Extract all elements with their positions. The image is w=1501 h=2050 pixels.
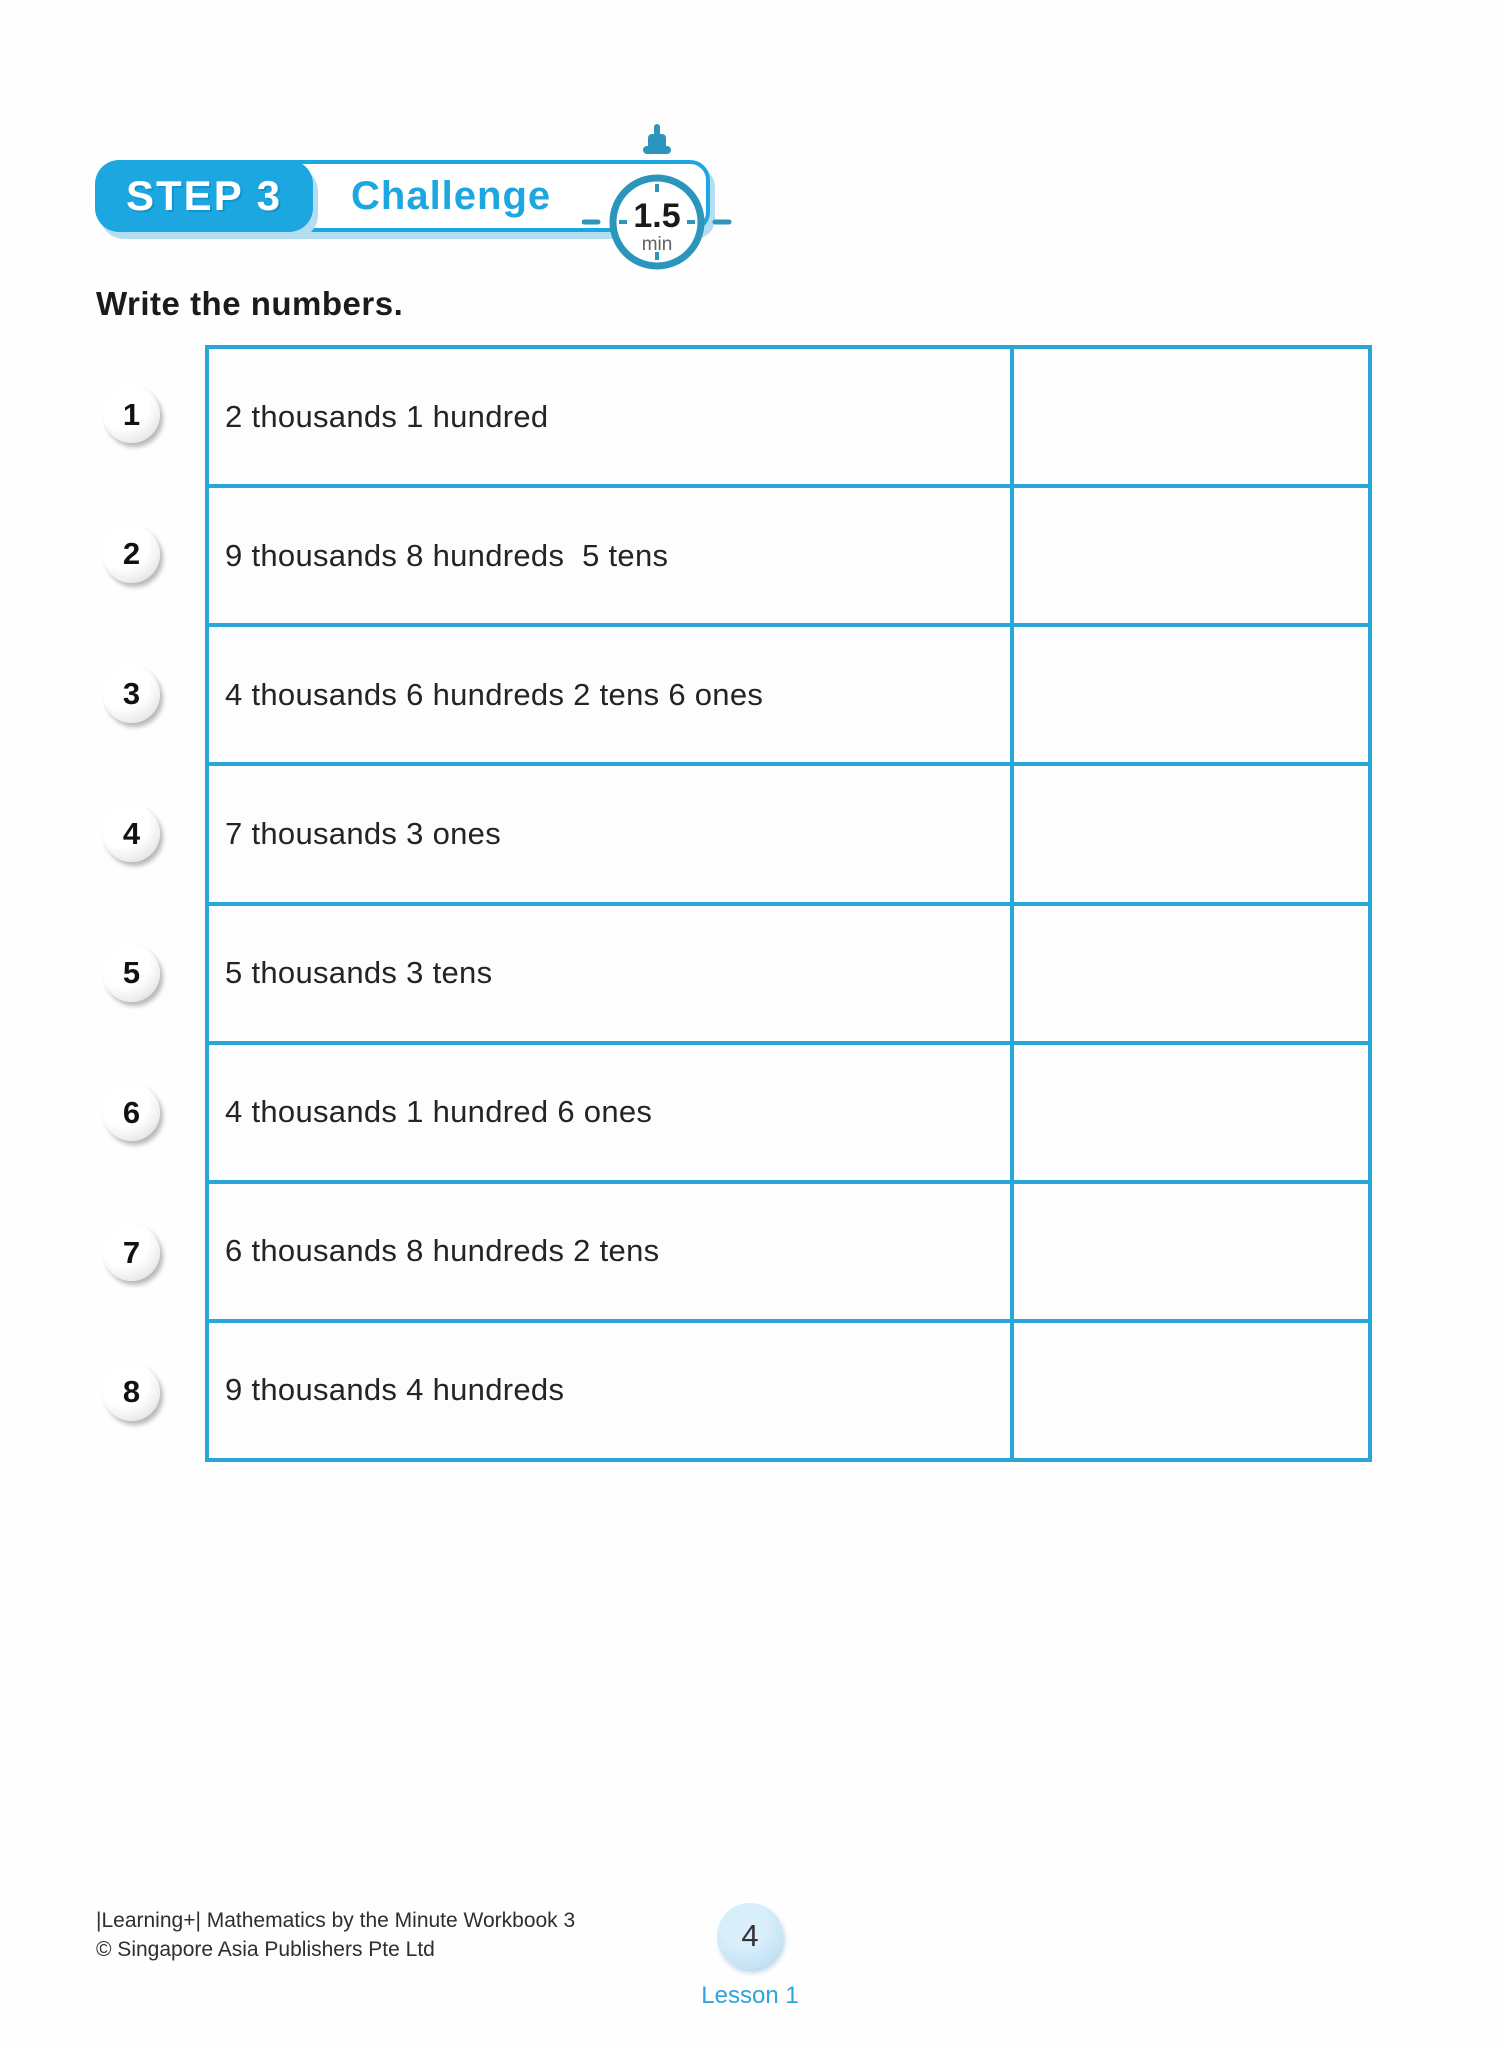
row-description: 9 thousands 4 hundreds	[225, 1372, 565, 1408]
row-description: 4 thousands 1 hundred 6 ones	[225, 1094, 653, 1130]
answer-cell[interactable]	[1010, 1184, 1368, 1319]
table-row	[209, 766, 1368, 905]
timer-value: 1.5	[633, 197, 681, 235]
page-number-badge: 4	[717, 1903, 783, 1969]
table-row	[209, 1323, 1368, 1458]
questions-table	[205, 345, 1372, 1462]
step-banner	[95, 160, 710, 255]
answer-cell[interactable]	[1010, 766, 1368, 901]
answer-cell[interactable]	[1010, 349, 1368, 484]
book-title: |Learning+| Mathematics by the Minute Workbook 3	[96, 1909, 576, 1932]
challenge-label: Challenge	[351, 173, 552, 218]
worksheet	[95, 345, 1372, 1462]
row-number-badge: 5	[103, 945, 160, 1002]
instruction-text: Write the numbers.	[96, 285, 404, 322]
table-row	[209, 1184, 1368, 1323]
row-description: 4 thousands 6 hundreds 2 tens 6 ones	[225, 676, 764, 712]
table-row	[209, 906, 1368, 1045]
row-number-badge: 6	[103, 1084, 160, 1141]
row-number-column	[95, 345, 205, 1462]
row-description: 6 thousands 8 hundreds 2 tens	[225, 1233, 660, 1269]
answer-cell[interactable]	[1010, 627, 1368, 762]
answer-cell[interactable]	[1010, 1323, 1368, 1458]
row-number-badge: 1	[103, 386, 160, 443]
row-description: 7 thousands 3 ones	[225, 815, 501, 851]
row-number-badge: 3	[103, 666, 160, 723]
table-row	[209, 627, 1368, 766]
step-pill	[95, 160, 313, 232]
row-number-badge: 2	[103, 526, 160, 583]
row-number-badge: 7	[103, 1224, 160, 1281]
table-row	[209, 349, 1368, 488]
step-label: STEP 3	[126, 172, 282, 219]
answer-cell[interactable]	[1010, 1045, 1368, 1180]
row-description: 9 thousands 8 hundreds 5 tens	[225, 537, 669, 573]
row-number-badge: 8	[103, 1364, 160, 1421]
stopwatch-timer-icon	[582, 122, 737, 274]
row-description: 2 thousands 1 hundred	[225, 398, 549, 434]
row-description: 5 thousands 3 tens	[225, 955, 493, 991]
row-number-badge: 4	[103, 805, 160, 862]
answer-cell[interactable]	[1010, 488, 1368, 623]
timer-unit: min	[641, 234, 673, 255]
table-row	[209, 488, 1368, 627]
lesson-label: Lesson 1	[701, 1982, 799, 2009]
table-row	[209, 1045, 1368, 1184]
footer-imprint	[96, 1906, 575, 1965]
answer-cell[interactable]	[1010, 906, 1368, 1041]
copyright-line: © Singapore Asia Publishers Pte Ltd	[96, 1938, 435, 1962]
